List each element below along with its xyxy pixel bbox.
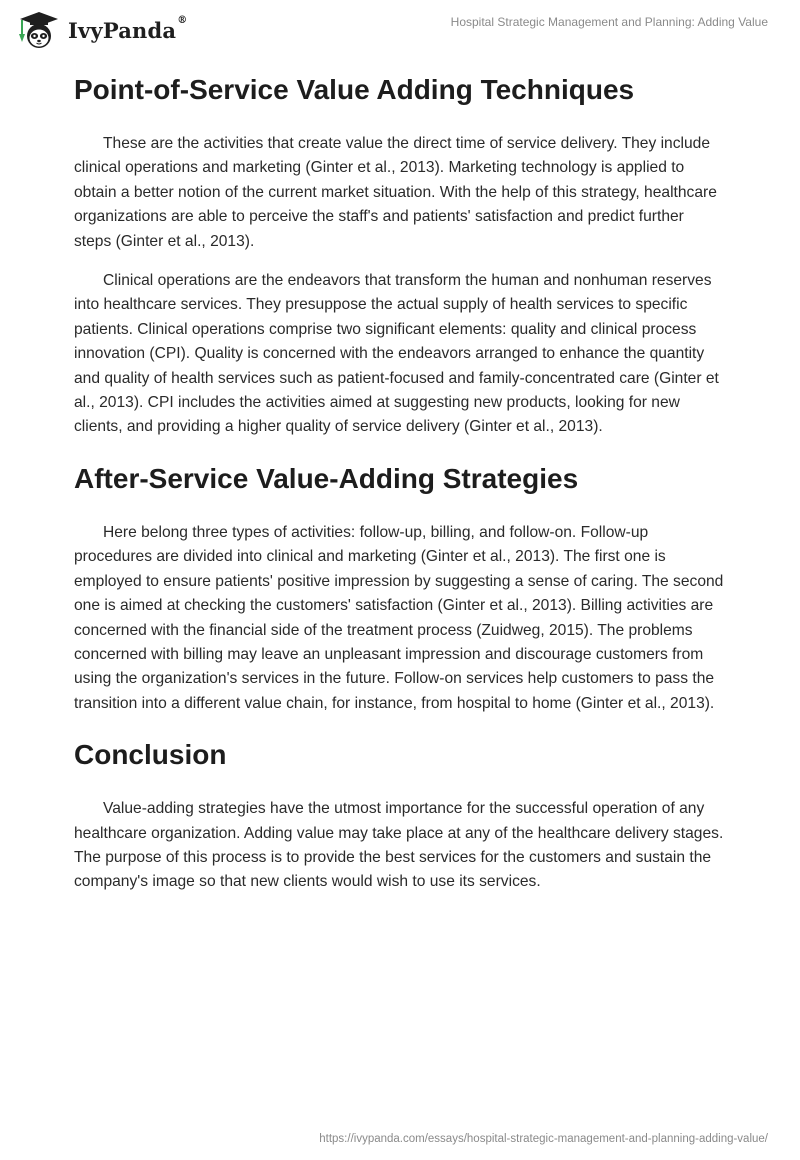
- article-body: [74, 68, 724, 895]
- section-heading: After-Service Value-Adding Strategies: [74, 462, 579, 494]
- section-heading: Conclusion: [74, 739, 227, 771]
- paragraph: These are the activities that create value the direct time of service delivery. They include clinical operations and marketing (Ginter et al., 2013). Marketing technology is applied to obtain a better notion of the current market situation. With the help of this strategy, healthcare organizations are able to perceive the staff's and patients' satisfaction and predict further steps (Ginter et al., 2013).: [74, 135, 717, 250]
- section-heading: Point-of-Service Value Adding Techniques: [74, 74, 635, 105]
- panda-graduate-icon: [16, 10, 62, 50]
- paragraph: Here belong three types of activities: follow-up, billing, and follow-on. Follow-up procedures are divided into clinical and marketing (Ginter et al., 2013). The first one is employed to ensure patients' positive impression by suggesting a sense of caring. The second one is aimed at checking the customers' satisfaction (Ginter et al., 2013). Billing activities are concerned with the financial side of the treatment process (Zuidweg, 2015). The problems concerned with billing may leave an unpleasant impression and discourage customers from using the organization's services in the future. Follow-on services help customers to pass the transition into a different value chain, for instance, from hospital to home (Ginter et al., 2013).: [74, 523, 724, 712]
- logo-wordmark: [68, 14, 188, 43]
- ivypanda-logo[interactable]: [16, 10, 187, 50]
- paragraph: Clinical operations are the endeavors that transform the human and nonhuman reserves into healthcare services. They presuppose the actual supply of health services to specific patients. Clinical operations comprise two significant elements: quality and clinical process innovation (CPI). Quality is concerned with the endeavors arranged to enhance the quantity and quality of health services such as patient-focused and family-concentrated care (Ginter et al., 2013). CPI includes the activities aimed at suggesting new products, looking for new clients, and providing a higher quality of service delivery (Ginter et al., 2013).: [74, 272, 719, 436]
- source-url-link[interactable]: https://ivypanda.com/essays/hospital-strategic-management-and-planning-adding-value/: [319, 1133, 768, 1145]
- logo-text: IvyPanda: [68, 17, 177, 43]
- registered-mark: ®: [177, 14, 188, 26]
- page-header: [0, 0, 800, 70]
- paragraph: Value-adding strategies have the utmost importance for the successful operation of any healthcare organization. Adding value may take place at any of the healthcare delivery stages. The purpose of this process is to provide the best services for the customers and sustain the company's image so that new clients would wish to use its services.: [74, 800, 724, 891]
- document-title: Hospital Strategic Management and Planning: Adding Value: [450, 15, 768, 29]
